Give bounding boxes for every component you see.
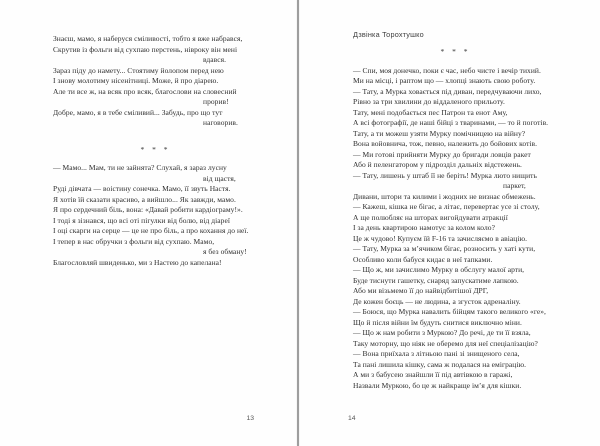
poem-line: Що й після війни їм будуть снитися виключно міни. — [353, 317, 522, 327]
poem-line: І знову молотиму нісенітниці. Може, й про діарею. — [53, 76, 219, 85]
poem-line: І оці скарги на серце — це не про біль, а про кохання до неї. — [53, 226, 249, 235]
poem-line: Тату, мені подобається пес Патрон та енот Аму, — [353, 107, 508, 117]
poem-line: Особливо коли бабуся кидає в неї тапками. — [353, 254, 493, 264]
poem-line: паркет, — [503, 181, 526, 190]
page-right — [300, 0, 600, 446]
running-header: Дзвінка Торохтушко — [353, 30, 424, 39]
poem-line: я без обману! — [203, 247, 247, 256]
page-number-left: 13 — [246, 415, 254, 422]
poem-line: Тату, а ти можеш узяти Мурку помічницею на війну? — [353, 128, 526, 138]
poem-line: Благословляй швиденько, ми з Настею до капелана! — [53, 257, 222, 267]
poem-line: Та пані лишила кішку, сама ж подалася на еміграцію. — [353, 359, 527, 369]
poem-line: Буде тиснути гашетку, снаряд запускатиме лапкою. — [353, 275, 519, 285]
poem-line: Або й пеленгатором у підрозділ дальніх відстежень. — [353, 160, 522, 169]
stanza-separator: * * * — [440, 47, 471, 56]
poem-line: — Кажеш, кішка не бігає, а літає, перевертає усе зі столу, — [353, 202, 540, 211]
page-left — [0, 0, 297, 446]
poem-line: І за день квартирою намотує за колом коло? — [353, 223, 495, 232]
poem-line: А ми з бабусею знайшли її під автівкою в гаражі, — [353, 370, 513, 379]
poem-line: Рівно за три хвилини до віддаленого прильоту. — [353, 97, 505, 106]
poem-line: — Спи, моя донечко, поки є час, небо чисте і вечір тихий. — [353, 65, 541, 75]
poem-line: — Тату, лишень у штаб її не беріть! Мурка люто нищить — [353, 170, 537, 180]
poem-line: наговорив. — [203, 118, 238, 127]
poem-line: І тепер в нас обручки з фольги від сухпаю. Мамо, — [53, 236, 215, 246]
poem-line: — Ми готові прийняти Мурку до бригади ловців ракет — [353, 149, 531, 159]
poem-line: Знаєш, мамо, я наберуся сміливості, тобто я вже набрався, — [53, 34, 243, 43]
poem-line: — Що ж нам робити з Муркою? До речі, де ти її взяла, — [353, 328, 531, 337]
poem-line: — Вона приїхала з літньою пані зі знищеного села, — [353, 349, 520, 358]
poem-line: Скрутив із фольги від сухпаю перстень, нівроку він мені — [53, 44, 238, 54]
poem-line: Таку моторну, що ніяк не оберемо для неї спеціалізацію? — [353, 338, 538, 348]
poem-line: вдався. — [203, 55, 227, 64]
poem-left — [53, 34, 268, 268]
poem-line: прорив! — [203, 97, 229, 106]
poem-line: Я про сердечний біль, вона: «Давай робити кардіограму!». — [53, 205, 243, 214]
page-number-right: 14 — [348, 415, 356, 422]
poem-line: Назвали Муркою, бо це ж найкраще ім’я для кішки. — [353, 380, 522, 390]
poem-right — [353, 47, 568, 391]
poem-line: від щастя, — [203, 173, 236, 183]
poem-line: — Боюся, що Мурка навалить бійцям такого великого «ге», — [353, 307, 546, 316]
poem-line: — Мамо... Мам, ти не зайнята? Слухай, я зараз лусну — [53, 163, 227, 172]
poem-line: — Що ж, ми зачислимо Мурку в обслугу малої арти, — [353, 265, 525, 274]
poem-line: Зараз піду до намету... Стоятиму йолопом перед нею — [53, 65, 224, 75]
poem-line: І тоді я зізнався, що всі оті пігулки від болю, від діареї — [53, 215, 230, 225]
poem-line: Де кожен боєць — не людина, а згусток адреналіну. — [353, 296, 521, 306]
poem-line: Але ти все ж, на всяк про всяк, благослови на словесний — [53, 86, 237, 96]
poem-line: — Тату, Мурка за м’ячиком бігає, розносить у хаті кути, — [353, 244, 536, 253]
poem-line: Дивани, штори та килими і жодних не визнає обмежень. — [353, 191, 536, 201]
poem-line: Руді дівчата — воістину сонечка. Мамо, її звуть Настя. — [53, 184, 231, 193]
poem-line: Я хотів їй сказати красиво, а вийшло... Як завжди, мамо. — [53, 194, 236, 204]
poem-line: — Тату, а Мурка ховається під диван, передчуваючи лихо, — [353, 86, 542, 96]
poem-line: А всі фотографії, де наші бійці з тваринами, — то й поготів. — [353, 118, 549, 127]
stanza-separator: * * * — [140, 144, 171, 154]
poem-line: Або ми візьмемо її до найвідбитішої ДРГ, — [353, 286, 489, 295]
poem-line: Вона войовнича, тож, певно, належить до бойових котів. — [353, 139, 538, 148]
poem-line: А ще полюбляє на шторах вигойдувати атракції — [353, 212, 508, 222]
poem-line: Добре, мамо, я в тебе сміливий... Забудь, про що тут — [53, 107, 223, 117]
page-divider — [297, 0, 299, 446]
poem-line: Це ж чудово! Купуєм їй F-16 та зачисляємо в авіацію. — [353, 233, 528, 243]
poem-line: Ми на місці, і раптом що — хлопці знають свою роботу. — [353, 76, 536, 85]
